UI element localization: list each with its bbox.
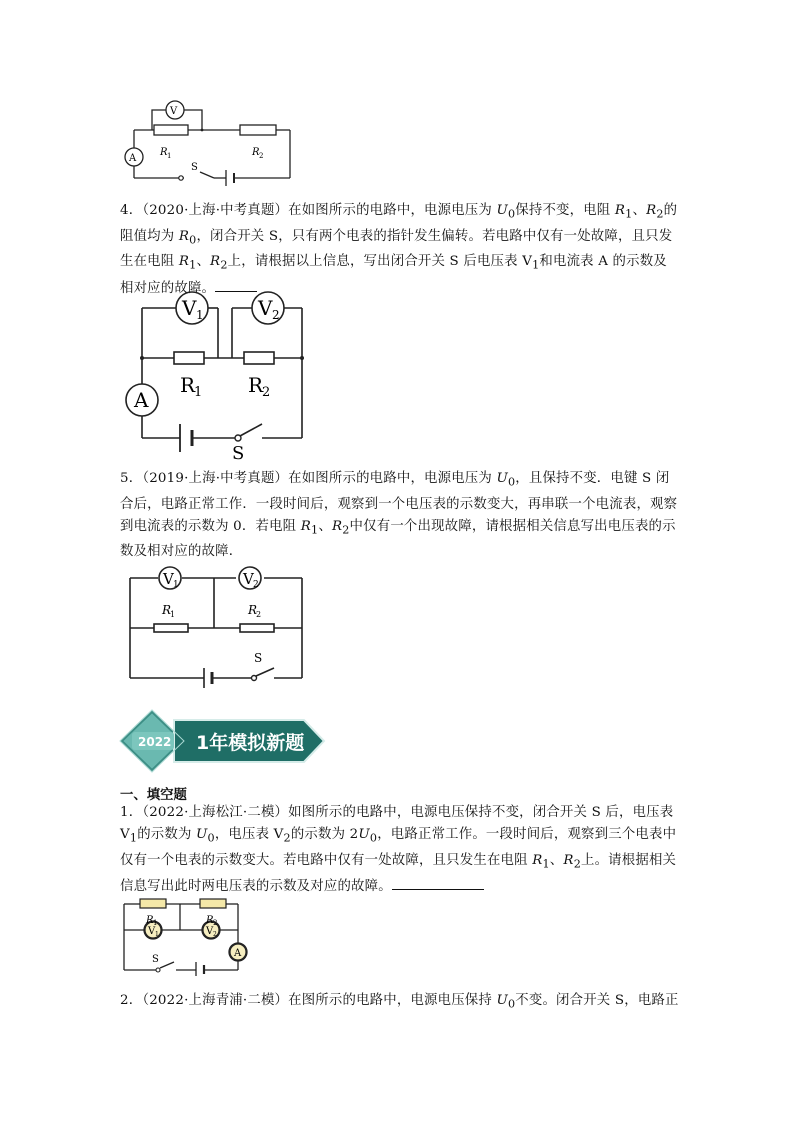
switch-label: S (254, 651, 263, 665)
problem-1: 1．（2022·上海松江·二模）如图所示的电路中，电源电压保持不变，闭合开关 S 后，电压表 $V_1$的示数为 $U_0$，电压表 $V_2$的示数为 $2U_0$，电路正常工作。一段时间后，观察到三个电表中仅有一个电表的示数变大。若电路中仅有一处故障，且只发生在电阻 $R_1$、$R_2$上。请根据相关信息写出此时两电压表的示数及对应的故障。 (120, 805, 677, 895)
v2-meter-label: V (258, 296, 273, 320)
svg-text:2: 2 (256, 610, 262, 619)
svg-text:2: 2 (272, 308, 280, 322)
circuit-figure-4 (118, 894, 258, 976)
v1-meter-label: V (182, 296, 197, 320)
answer-blank[interactable] (392, 875, 484, 890)
r2-label: R (252, 147, 260, 158)
r1-label: R (160, 147, 168, 158)
svg-text:1: 1 (173, 580, 179, 590)
ammeter-label: A (129, 153, 137, 164)
question-5: 5．（2019·上海·中考真题）在如图所示的电路中，电源电压为 $U_0$，且保持不变．电键 S 闭合后，电路正常工作．一段时间后，观察到一个电压表的示数变大，再串联一个电流表，观察到电流表的示数为 0．若电阻 $R_1$、$R_2$中仅有一个出现故障，请根据相关信息写出电压表的示数及相对应的故障． (120, 471, 678, 560)
r1-label: R (180, 373, 196, 397)
svg-text:2: 2 (253, 580, 259, 590)
v2-meter-label: V (243, 570, 254, 588)
r1-label: R (146, 915, 154, 926)
v2-meter-label: V (206, 926, 214, 937)
section-heading: 一、填空题 (120, 787, 187, 803)
svg-text:2: 2 (213, 919, 218, 927)
banner-year: 2022 (138, 735, 172, 749)
r1-label: R (162, 603, 172, 617)
ammeter-label: A (234, 948, 242, 959)
circuit-figure-2 (118, 288, 308, 460)
ammeter-label: A (134, 388, 149, 412)
r2-label: R (248, 373, 264, 397)
svg-text:1: 1 (196, 308, 204, 322)
switch-label: S (191, 162, 198, 173)
r1-sub: 1 (167, 152, 172, 160)
question-4: 4．（2020·上海·中考真题）在如图所示的电路中，电源电压为 $U_0$保持不变，电阻 $R_1$、$R_2$的阻值均为 $R_0$，闭合开关 S，只有两个电表的指针发生偏转。若电路中仅有一处故障，且只发生在电阻 $R_1$、$R_2$上，请根据以上信息，写出闭合开关 S 后电压表 $V_1$和电流表 A 的示数及相对应的故障。 (120, 203, 678, 297)
switch-label: S (232, 443, 245, 460)
voltmeter-label: V (170, 106, 178, 117)
svg-text:1: 1 (194, 385, 203, 400)
svg-text:1: 1 (170, 610, 176, 619)
svg-text:2: 2 (262, 385, 271, 400)
section-banner (118, 706, 328, 776)
banner-title: 1年模拟新题 (196, 732, 305, 754)
switch-label: S (152, 954, 159, 965)
v1-meter-label: V (163, 570, 174, 588)
svg-text:1: 1 (155, 931, 159, 938)
r2-label: R (248, 603, 258, 617)
circuit-figure-1 (118, 100, 298, 188)
r2-sub: 2 (259, 152, 264, 160)
r2-label: R (206, 915, 214, 926)
problem-2: 2．（2022·上海青浦·二模）在图所示的电路中，电源电压保持 $U_0$不变。闭合开关 S，电路正 (120, 993, 679, 1011)
circuit-figure-3 (124, 564, 308, 690)
v1-meter-label: V (148, 926, 156, 937)
svg-text:1: 1 (153, 919, 158, 927)
svg-text:2: 2 (213, 931, 217, 938)
